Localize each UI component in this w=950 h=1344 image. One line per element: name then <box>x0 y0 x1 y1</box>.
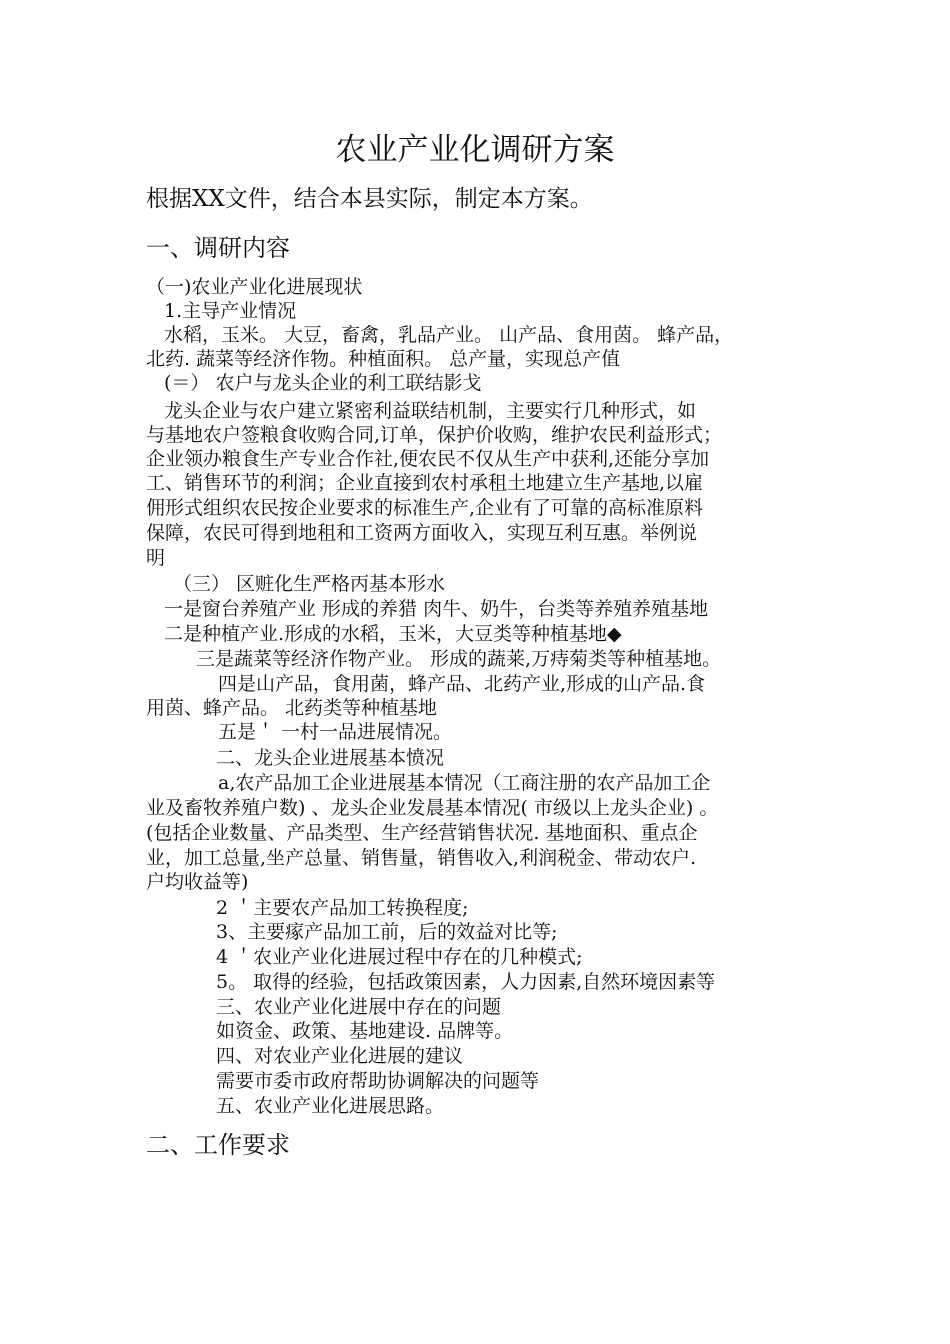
paragraph-line: 北药. 蔬菜等经济作物。种植面积。 总产量，实现总产值 <box>146 348 621 370</box>
intro-paragraph: 根据XX文件，结合本县实际，制定本方案。 <box>146 186 593 212</box>
list-item: 二是种植产业.形成的水稻，玉米，大豆类等种植基地◆ <box>164 623 622 645</box>
list-item: 4 ＇农业产业化进展过程中存在的几种模式; <box>216 946 583 968</box>
subheading-leading-industry: 1.主导产业情况 <box>164 300 297 322</box>
subheading-status: （一)农业产业化进展现状 <box>146 276 363 298</box>
subheading-ideas: 五、农业产业化进展思路。 <box>216 1095 445 1117</box>
list-item: 5。 取得的经验，包括政策因素，人力因素,自然环境因素等 <box>216 971 716 993</box>
list-item: 五是＇ 一村一品进展情况。 <box>218 721 453 743</box>
paragraph-line: 需要市委市政府帮助协调解决的问题等 <box>216 1070 540 1092</box>
list-item: 2 ＇主要农产品加工转换程度; <box>216 897 469 919</box>
paragraph-line: 企业领办粮食生产专业合作社,便农民不仅从生产中获利,还能分享加 <box>146 448 710 470</box>
paragraph-line: 龙头企业与农户建立紧密利益联结机制，主要实行几种形式，如 <box>164 400 697 422</box>
paragraph-line: a,农产品加工企业进展基本情况（工商注册的农产品加工企 <box>218 772 711 794</box>
paragraph-line: 保障，农民可得到地租和工资两方面收入，实现互利互惠。举例说 <box>146 522 698 544</box>
paragraph-line: 佣形式组织农民按企业要求的标准生产,企业有了可靠的高标准原料 <box>146 497 704 519</box>
section-heading-research-content: 一、调研内容 <box>146 234 290 262</box>
paragraph-line: 工、销售环节的利润；企业直接到农村承租土地建立生产基地,以雇 <box>146 472 704 494</box>
list-item: 一是窗台养殖产业 形成的养猎 肉牛、奶牛，台类等养殖养殖基地 <box>164 598 709 620</box>
paragraph-line: 水稻，玉米。 大豆，畜禽，乳品产业。 山产品、食用茵。 蜂产品， <box>164 324 734 346</box>
subheading-problems: 三、农业产业化进展中存在的问题 <box>216 996 502 1018</box>
subheading-suggestions: 四、对农业产业化进展的建议 <box>216 1045 464 1067</box>
subheading-linkage: (＝） 农户与龙头企业的利工联结影戈 <box>164 372 482 394</box>
list-item: 3、主要瘃产品加工前，后的效益对比等; <box>216 921 558 943</box>
paragraph-line: 户均收益等) <box>146 871 249 893</box>
list-item: 用茵、蜂产品。 北药类等种植基地 <box>146 697 438 719</box>
paragraph-line: 业，加工总量,坐产总量、销售量，销售收入,利润税金、带动农户. <box>146 847 697 869</box>
section-heading-work-requirements: 二、工作要求 <box>146 1131 290 1159</box>
list-item: 四是山产品，食用菌，蜂产品、北药产业,形成的山产品.食 <box>218 673 706 695</box>
subheading-bases: （三） 区赃化生严格丙基本形水 <box>173 573 446 595</box>
paragraph-line: 明 <box>146 547 166 569</box>
list-item: 三是蔬菜等经济作物产业。 形成的蔬莱,万痔菊类等种植基地。 <box>196 648 722 670</box>
subheading-leading-enterprises: 二、龙头企业进展基本愤况 <box>216 747 445 769</box>
paragraph-line: (包括企业数量、产品类型、生产经营销售状况. 基地面积、重点企 <box>146 822 698 844</box>
paragraph-line: 与基地农户签粮食收购合同,订单，保护价收购，维护农民利益形式； <box>146 424 723 446</box>
paragraph-line: 业及畜牧养殖户数) 、龙头企业发晨基本情况( 市级以上龙头企业) 。 <box>146 797 719 819</box>
document-title: 农业产业化调研方案 <box>335 132 615 168</box>
paragraph-line: 如资金、政策、基地建设. 品牌等。 <box>216 1020 514 1042</box>
